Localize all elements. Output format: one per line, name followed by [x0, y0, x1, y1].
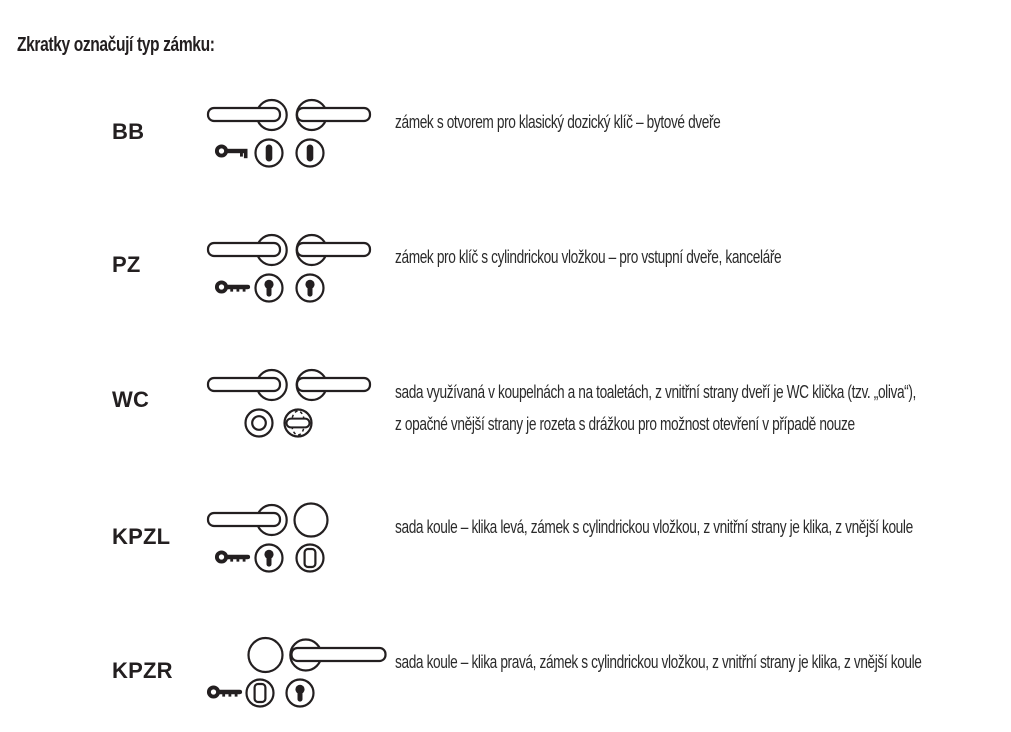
bb-keyhole-rosette-icon [297, 140, 324, 167]
lock-description-kpzl: sada koule – klika levá, zámek s cylindrickou vložkou, z vnitřní strany je klika, z vnější koule [395, 517, 913, 537]
lock-code-kpzr: KPZR [112, 658, 173, 683]
lock-icon-kpzr [170, 635, 395, 715]
cylinder-rosette-icon [256, 545, 283, 572]
cylinder-rosette-icon [287, 680, 314, 707]
lock-description-bb: zámek s otvorem pro klasický dozický klíč – bytové dveře [395, 112, 721, 132]
cylinder-rosette-icon [256, 275, 283, 302]
door-handle-left-icon [208, 370, 287, 400]
lock-icon-kpzl [170, 500, 395, 580]
pz-key-icon [217, 552, 250, 561]
wc-turn-rosette-icon [285, 410, 312, 437]
lock-code-kpzl: KPZL [112, 524, 171, 549]
lock-description-kpzr: sada koule – klika pravá, zámek s cylindrickou vložkou, z vnitřní strany je klika, z vnější koule [395, 652, 922, 672]
cylinder-rosette-icon [297, 275, 324, 302]
lock-icon-wc [170, 365, 395, 445]
door-handle-left-icon [208, 100, 287, 130]
bb-key-icon [217, 146, 248, 158]
door-handle-right-icon [290, 640, 385, 671]
lock-code-wc: WC [112, 387, 150, 412]
page-title: Zkratky označují typ zámku: [17, 34, 215, 57]
pz-key-icon [217, 282, 250, 291]
knob-ball-icon [295, 504, 328, 537]
lock-icon-pz [170, 230, 395, 310]
door-handle-right-icon [297, 100, 370, 130]
knob-ball-icon [249, 638, 283, 672]
lock-icon-bb [170, 95, 395, 175]
lock-code-bb: BB [112, 119, 145, 144]
door-handle-right-icon [297, 370, 370, 400]
bb-keyhole-rosette-icon [256, 140, 283, 167]
wc-emergency-rosette-icon [246, 410, 273, 437]
door-handle-right-icon [297, 235, 370, 265]
lock-description-pz: zámek pro klíč s cylindrickou vložkou – pro vstupní dveře, kanceláře [395, 247, 782, 267]
door-handle-left-icon [208, 505, 287, 535]
door-handle-left-icon [208, 235, 287, 265]
lock-code-pz: PZ [112, 252, 141, 277]
pz-key-icon [209, 687, 242, 696]
lock-description-wc: sada využívaná v koupelnách a na toaletách, z vnitřní strany dveří je WC klička (tzv. „oliva“), z opačné vnější strany je rozeta s drážkou pro možnost otevření v případě nouze [395, 382, 916, 434]
blind-rosette-icon [297, 545, 324, 572]
blind-rosette-icon [247, 680, 274, 707]
